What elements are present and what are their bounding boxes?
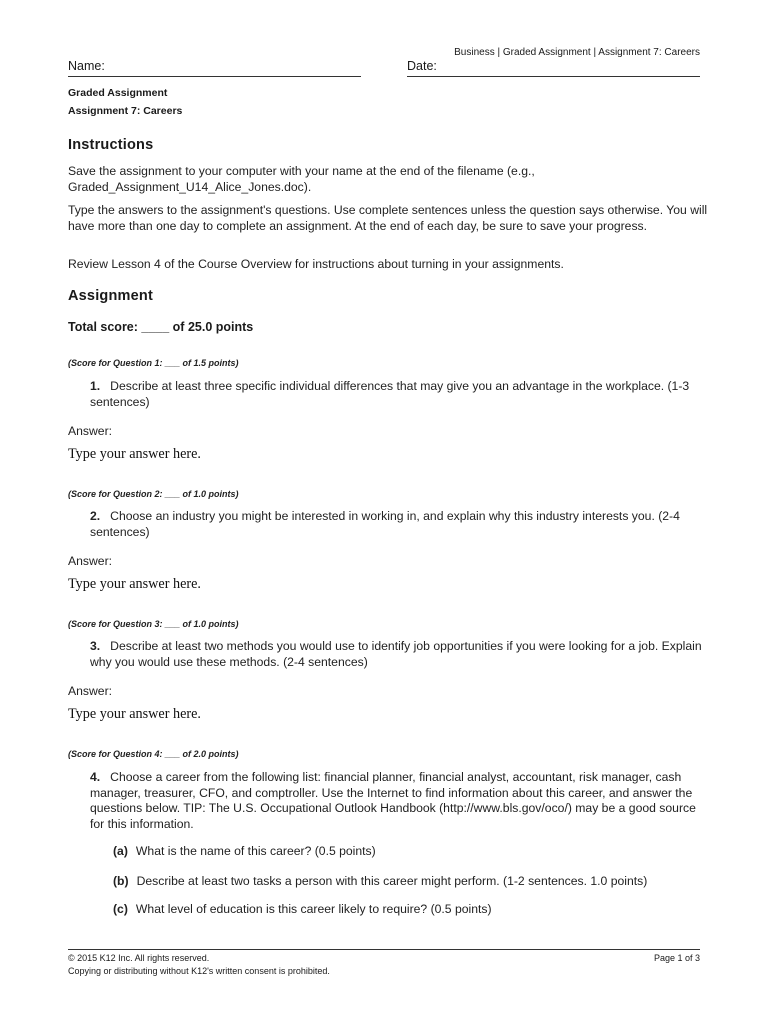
subquestion-text: Describe at least two tasks a person with this career might perform. (1-2 sentences. 1.0 points) xyxy=(136,874,648,888)
date-field[interactable]: Date: xyxy=(407,59,700,77)
answer-label-q3: Answer: xyxy=(68,684,113,698)
question-4 xyxy=(90,770,710,832)
footer-copyright: © 2015 K12 Inc. All rights reserved. xyxy=(68,953,210,963)
subquestion-letter: (a) xyxy=(113,844,128,858)
question-number: 3. xyxy=(90,639,101,653)
question-3 xyxy=(90,639,710,670)
question-number: 4. xyxy=(90,770,101,784)
name-field[interactable]: Name: xyxy=(68,59,361,77)
question-number: 2. xyxy=(90,509,101,523)
subquestion-a xyxy=(113,844,713,858)
instructions-paragraph-3: Review Lesson 4 of the Course Overview for instructions about turning in your assignments. xyxy=(68,257,564,271)
subquestion-b xyxy=(113,874,713,888)
score-note-q2: (Score for Question 2: ___ of 1.0 points) xyxy=(68,489,239,499)
instructions-heading: Instructions xyxy=(68,137,154,153)
instructions-paragraph-1: Save the assignment to your computer with your name at the end of the filename (e.g., Graded_Assignment_U14_Alice_Jones.doc). xyxy=(68,164,535,194)
question-text: Choose a career from the following list: financial planner, financial analyst, accountant, risk manager, cash manager, treasurer, CFO, and comptroller. Use the Internet to find information about this career, and answer the questions below. TIP: The U.S. Occupational Outlook Handbook (http://www.bls.gov/oco/) may be a good source for this information. xyxy=(90,770,696,831)
subquestion-letter: (c) xyxy=(113,902,128,916)
name-date-row xyxy=(68,59,700,77)
subquestion-letter: (b) xyxy=(113,874,129,888)
instructions-paragraph-2: Type the answers to the assignment's questions. Use complete sentences unless the question says otherwise. You will have more than one day to complete an assignment. At the end of each day, be sure to save your progress. xyxy=(68,203,708,233)
question-2 xyxy=(90,509,710,540)
question-1 xyxy=(90,379,710,410)
answer-label-q2: Answer: xyxy=(68,554,113,568)
subquestion-text: What is the name of this career? (0.5 points) xyxy=(135,844,376,858)
score-note-q1: (Score for Question 1: ___ of 1.5 points) xyxy=(68,358,239,368)
question-text: Describe at least three specific individual differences that may give you an advantage in the workplace. (1-3 sentences) xyxy=(90,379,690,409)
question-text: Choose an industry you might be interested in working in, and explain why this industry interests you. (2-4 sentences) xyxy=(90,509,680,539)
answer-field-q3[interactable]: Type your answer here. xyxy=(68,706,201,722)
document-title: Assignment 7: Careers xyxy=(68,105,183,117)
answer-label-q1: Answer: xyxy=(68,424,113,438)
document-type: Graded Assignment xyxy=(68,87,168,99)
running-header: Business | Graded Assignment | Assignment 7: Careers xyxy=(454,47,700,58)
answer-field-q1[interactable]: Type your answer here. xyxy=(68,446,201,462)
score-note-q4: (Score for Question 4: ___ of 2.0 points) xyxy=(68,749,239,759)
score-note-q3: (Score for Question 3: ___ of 1.0 points) xyxy=(68,619,239,629)
footer-divider xyxy=(68,949,700,950)
question-text: Describe at least two methods you would use to identify job opportunities if you were looking for a job. Explain why you would use these methods. (2-4 sentences) xyxy=(90,639,702,669)
footer-notice: Copying or distributing without K12's written consent is prohibited. xyxy=(68,966,330,976)
answer-field-q2[interactable]: Type your answer here. xyxy=(68,576,201,592)
subquestion-c xyxy=(113,902,713,916)
question-number: 1. xyxy=(90,379,101,393)
subquestion-text: What level of education is this career likely to require? (0.5 points) xyxy=(135,902,492,916)
assignment-heading: Assignment xyxy=(68,288,153,304)
page-number: Page 1 of 3 xyxy=(653,953,700,963)
total-score: Total score: ____ of 25.0 points xyxy=(68,320,254,334)
